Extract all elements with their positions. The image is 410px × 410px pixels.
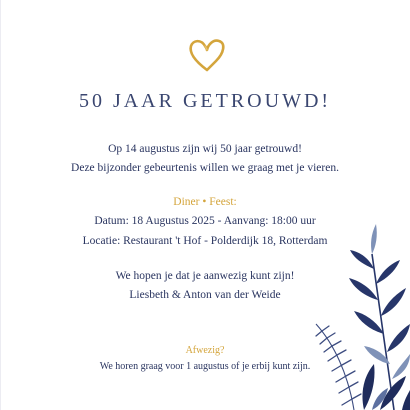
fern-leaves-illustration xyxy=(314,214,410,410)
event-date-line: Datum: 18 Augustus 2025 - Aanvang: 18:00 uur xyxy=(94,215,316,227)
heart-icon xyxy=(186,34,228,76)
event-location-line: Locatie: Restaurant 't Hof - Polderdijk 18, Rotterdam xyxy=(82,235,328,247)
absent-heading: Afwezig? xyxy=(185,345,225,356)
event-heading: Diner • Feest: xyxy=(173,196,237,208)
intro-line-1: Op 14 augustus zijn wij 50 jaar getrouwd! xyxy=(108,143,302,155)
hope-line: We hopen je dat je aanwezig kunt zijn! xyxy=(115,270,295,282)
absent-line: We horen graag voor 1 augustus of je erbij kunt zijn. xyxy=(99,361,311,372)
card-title: 50 JAAR GETROUWD! xyxy=(78,90,332,112)
signature-line: Liesbeth & Anton van der Weide xyxy=(129,289,281,301)
intro-line-2: Deze bijzonder gebeurtenis willen we graag met je vieren. xyxy=(71,162,339,174)
